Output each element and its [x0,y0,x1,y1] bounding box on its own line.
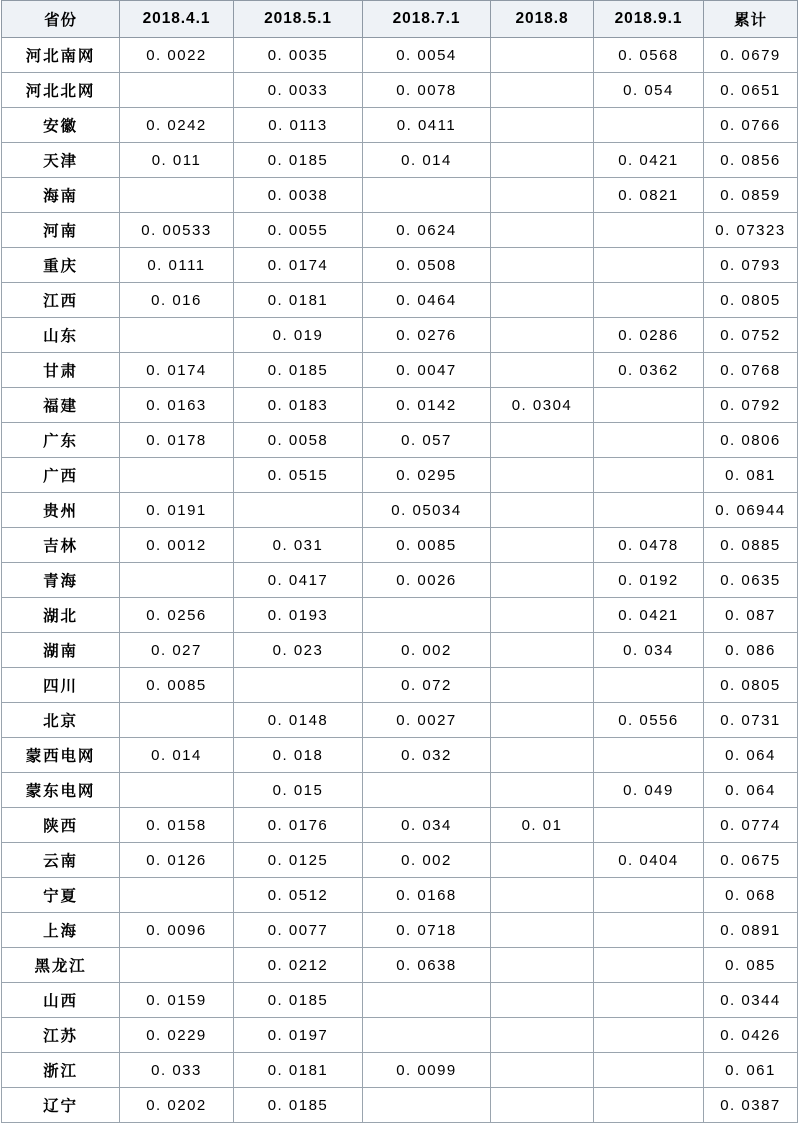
value-cell [120,458,234,493]
value-cell: 0. 085 [704,948,798,983]
value-cell [491,213,594,248]
province-cell: 陕西 [2,808,120,843]
value-cell: 0. 002 [363,843,491,878]
value-cell: 0. 0805 [704,283,798,318]
province-cell: 贵州 [2,493,120,528]
value-cell: 0. 0126 [120,843,234,878]
table-row [2,1088,798,1123]
table-row [2,703,798,738]
value-cell [491,878,594,913]
value-cell: 0. 0624 [363,213,491,248]
value-cell: 0. 0295 [363,458,491,493]
province-cell: 辽宁 [2,1088,120,1123]
value-cell: 0. 0344 [704,983,798,1018]
value-cell [234,493,363,528]
column-header-total: 累计 [704,1,798,38]
value-cell [491,1018,594,1053]
value-cell: 0. 0421 [594,143,704,178]
value-cell [491,703,594,738]
province-cell: 浙江 [2,1053,120,1088]
value-cell [491,1088,594,1123]
value-cell [594,248,704,283]
province-cell: 上海 [2,913,120,948]
value-cell [120,773,234,808]
table-row [2,143,798,178]
value-cell: 0. 0026 [363,563,491,598]
value-cell: 0. 0229 [120,1018,234,1053]
value-cell: 0. 0276 [363,318,491,353]
table-row [2,528,798,563]
value-cell: 0. 061 [704,1053,798,1088]
value-cell: 0. 0185 [234,1088,363,1123]
table-row [2,388,798,423]
province-cell: 江西 [2,283,120,318]
value-cell [120,178,234,213]
value-cell: 0. 0096 [120,913,234,948]
table-row [2,353,798,388]
province-cell: 山西 [2,983,120,1018]
value-cell: 0. 0181 [234,283,363,318]
value-cell [491,423,594,458]
table-row [2,983,798,1018]
column-header-province: 省份 [2,1,120,38]
value-cell: 0. 0417 [234,563,363,598]
value-cell [491,913,594,948]
value-cell [491,948,594,983]
value-cell [491,983,594,1018]
value-cell: 0. 0178 [120,423,234,458]
value-cell [594,1088,704,1123]
province-cell: 广西 [2,458,120,493]
value-cell: 0. 0054 [363,38,491,73]
value-cell: 0. 0718 [363,913,491,948]
value-cell: 0. 0085 [120,668,234,703]
table-row [2,108,798,143]
value-cell [120,73,234,108]
value-cell [594,493,704,528]
value-cell: 0. 0212 [234,948,363,983]
value-cell: 0. 0099 [363,1053,491,1088]
value-cell [594,213,704,248]
value-cell: 0. 0856 [704,143,798,178]
value-cell: 0. 016 [120,283,234,318]
value-cell [491,738,594,773]
value-cell: 0. 0035 [234,38,363,73]
table-row [2,283,798,318]
value-cell: 0. 0556 [594,703,704,738]
value-cell: 0. 034 [594,633,704,668]
value-cell: 0. 0197 [234,1018,363,1053]
value-cell: 0. 0085 [363,528,491,563]
value-cell: 0. 0242 [120,108,234,143]
table-row [2,913,798,948]
value-cell [491,318,594,353]
table-header [2,1,798,38]
value-cell [363,983,491,1018]
value-cell: 0. 0768 [704,353,798,388]
province-cell: 广东 [2,423,120,458]
province-cell: 河北北网 [2,73,120,108]
value-cell: 0. 0027 [363,703,491,738]
table-row [2,808,798,843]
value-cell [594,1018,704,1053]
value-cell: 0. 0047 [363,353,491,388]
value-cell [491,1053,594,1088]
province-cell: 重庆 [2,248,120,283]
table-row [2,318,798,353]
value-cell: 0. 081 [704,458,798,493]
value-cell: 0. 064 [704,738,798,773]
value-cell [363,598,491,633]
value-cell: 0. 068 [704,878,798,913]
value-cell: 0. 023 [234,633,363,668]
value-cell: 0. 014 [363,143,491,178]
province-cell: 黑龙江 [2,948,120,983]
value-cell [491,108,594,143]
value-cell: 0. 0568 [594,38,704,73]
value-cell: 0. 0752 [704,318,798,353]
value-cell [594,878,704,913]
value-cell [594,108,704,143]
value-cell: 0. 0464 [363,283,491,318]
value-cell: 0. 034 [363,808,491,843]
table-row [2,878,798,913]
province-cell: 宁夏 [2,878,120,913]
value-cell [594,948,704,983]
value-cell [234,668,363,703]
value-cell [491,528,594,563]
province-cell: 蒙西电网 [2,738,120,773]
value-cell: 0. 0885 [704,528,798,563]
province-cell: 湖南 [2,633,120,668]
value-cell: 0. 0185 [234,983,363,1018]
table-body [2,38,798,1123]
value-cell: 0. 0142 [363,388,491,423]
value-cell [491,283,594,318]
value-cell: 0. 0805 [704,668,798,703]
province-cell: 安徽 [2,108,120,143]
value-cell [491,493,594,528]
value-cell [491,143,594,178]
value-cell: 0. 0193 [234,598,363,633]
table-row [2,423,798,458]
value-cell: 0. 054 [594,73,704,108]
value-cell [491,73,594,108]
table-row [2,213,798,248]
value-cell: 0. 0185 [234,353,363,388]
value-cell: 0. 0192 [594,563,704,598]
value-cell: 0. 0148 [234,703,363,738]
value-cell: 0. 0125 [234,843,363,878]
value-cell [363,178,491,213]
column-header-2018-9-1: 2018.9.1 [594,1,704,38]
value-cell: 0. 07323 [704,213,798,248]
column-header-2018-7-1: 2018.7.1 [363,1,491,38]
value-cell: 0. 05034 [363,493,491,528]
value-cell: 0. 0651 [704,73,798,108]
column-header-2018-5-1: 2018.5.1 [234,1,363,38]
value-cell: 0. 0891 [704,913,798,948]
value-cell: 0. 011 [120,143,234,178]
value-cell [363,1018,491,1053]
value-cell: 0. 0058 [234,423,363,458]
value-cell: 0. 0181 [234,1053,363,1088]
value-cell [594,388,704,423]
value-cell [594,423,704,458]
value-cell [594,913,704,948]
value-cell: 0. 0012 [120,528,234,563]
table-row [2,843,798,878]
value-cell: 0. 0362 [594,353,704,388]
value-cell: 0. 0512 [234,878,363,913]
province-cell: 吉林 [2,528,120,563]
table-row [2,178,798,213]
value-cell: 0. 0163 [120,388,234,423]
province-cell: 河南 [2,213,120,248]
province-cell: 江苏 [2,1018,120,1053]
value-cell: 0. 019 [234,318,363,353]
column-header-2018-4-1: 2018.4.1 [120,1,234,38]
province-cell: 海南 [2,178,120,213]
value-cell: 0. 0191 [120,493,234,528]
value-cell: 0. 0304 [491,388,594,423]
value-cell: 0. 072 [363,668,491,703]
value-cell: 0. 0202 [120,1088,234,1123]
value-cell [594,458,704,493]
value-cell: 0. 0793 [704,248,798,283]
value-cell: 0. 0174 [120,353,234,388]
value-cell: 0. 0426 [704,1018,798,1053]
table-row [2,738,798,773]
table-row [2,73,798,108]
value-cell [363,1088,491,1123]
table-row [2,248,798,283]
value-cell: 0. 049 [594,773,704,808]
value-cell: 0. 002 [363,633,491,668]
value-cell: 0. 0038 [234,178,363,213]
value-cell [594,283,704,318]
value-cell: 0. 0055 [234,213,363,248]
value-cell: 0. 0635 [704,563,798,598]
value-cell: 0. 0508 [363,248,491,283]
value-cell [120,948,234,983]
value-cell: 0. 086 [704,633,798,668]
province-cell: 云南 [2,843,120,878]
value-cell: 0. 0774 [704,808,798,843]
value-cell [491,773,594,808]
value-cell: 0. 0792 [704,388,798,423]
value-cell: 0. 0387 [704,1088,798,1123]
value-cell [491,633,594,668]
value-cell: 0. 027 [120,633,234,668]
value-cell: 0. 0022 [120,38,234,73]
table-row [2,1018,798,1053]
value-cell [120,878,234,913]
value-cell [594,668,704,703]
value-cell [491,38,594,73]
value-cell: 0. 0638 [363,948,491,983]
value-cell [491,178,594,213]
value-cell: 0. 0168 [363,878,491,913]
value-cell: 0. 031 [234,528,363,563]
table-row [2,563,798,598]
province-cell: 天津 [2,143,120,178]
value-cell: 0. 06944 [704,493,798,528]
value-cell: 0. 0478 [594,528,704,563]
province-cell: 四川 [2,668,120,703]
table-row [2,38,798,73]
value-cell: 0. 0411 [363,108,491,143]
value-cell [120,703,234,738]
value-cell: 0. 033 [120,1053,234,1088]
value-cell [120,563,234,598]
value-cell: 0. 0679 [704,38,798,73]
value-cell: 0. 0159 [120,983,234,1018]
value-cell [594,808,704,843]
value-cell: 0. 0078 [363,73,491,108]
table-row [2,633,798,668]
table-row [2,773,798,808]
table-row [2,458,798,493]
province-cell: 河北南网 [2,38,120,73]
value-cell [120,318,234,353]
table-row [2,668,798,703]
value-cell: 0. 0404 [594,843,704,878]
value-cell [491,598,594,633]
province-cell: 山东 [2,318,120,353]
value-cell: 0. 0183 [234,388,363,423]
column-header-2018-8: 2018.8 [491,1,594,38]
province-cell: 湖北 [2,598,120,633]
value-cell [491,843,594,878]
province-cell: 蒙东电网 [2,773,120,808]
value-cell [491,353,594,388]
header-row [2,1,798,38]
value-cell: 0. 00533 [120,213,234,248]
table-row [2,1053,798,1088]
value-cell: 0. 0111 [120,248,234,283]
value-cell: 0. 0113 [234,108,363,143]
value-cell: 0. 014 [120,738,234,773]
value-cell [594,1053,704,1088]
value-cell: 0. 0176 [234,808,363,843]
value-cell: 0. 0158 [120,808,234,843]
table-row [2,493,798,528]
value-cell: 0. 064 [704,773,798,808]
province-cell: 青海 [2,563,120,598]
value-cell: 0. 0859 [704,178,798,213]
value-cell: 0. 0821 [594,178,704,213]
value-cell: 0. 01 [491,808,594,843]
value-cell: 0. 057 [363,423,491,458]
value-cell: 0. 0806 [704,423,798,458]
value-cell: 0. 018 [234,738,363,773]
value-cell: 0. 0766 [704,108,798,143]
province-cell: 福建 [2,388,120,423]
value-cell: 0. 0421 [594,598,704,633]
table-row [2,598,798,633]
value-cell: 0. 0077 [234,913,363,948]
value-cell: 0. 0675 [704,843,798,878]
value-cell: 0. 0033 [234,73,363,108]
value-cell [594,738,704,773]
value-cell: 0. 0515 [234,458,363,493]
value-cell: 0. 015 [234,773,363,808]
value-cell: 0. 0731 [704,703,798,738]
value-cell: 0. 0185 [234,143,363,178]
value-cell: 0. 032 [363,738,491,773]
province-reduction-table [1,0,798,1123]
value-cell [363,773,491,808]
value-cell: 0. 0256 [120,598,234,633]
table-row [2,948,798,983]
province-cell: 北京 [2,703,120,738]
value-cell [491,458,594,493]
value-cell: 0. 0286 [594,318,704,353]
value-cell: 0. 087 [704,598,798,633]
value-cell [491,563,594,598]
value-cell [491,248,594,283]
value-cell [594,983,704,1018]
value-cell [491,668,594,703]
province-cell: 甘肃 [2,353,120,388]
value-cell: 0. 0174 [234,248,363,283]
